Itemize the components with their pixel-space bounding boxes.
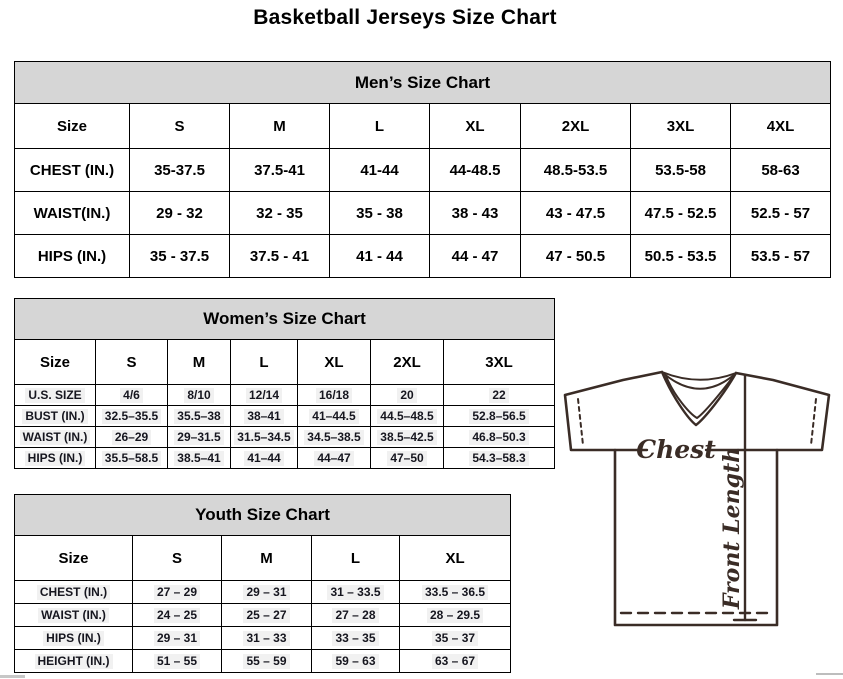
womens-hips-label: HIPS (IN.) [15,448,96,469]
bottom-left-gray-fragment [0,675,25,678]
mens-hips-value: 50.5 - 53.5 [631,235,731,278]
womens-hips-value: 54.3–58.3 [444,448,555,469]
table-row [15,427,555,448]
womens-bust-value: 35.5–38 [168,406,231,427]
youth-waist-value: 24 – 25 [133,604,222,627]
mens-hips-value: 53.5 - 57 [731,235,831,278]
womens-col-xl: XL [298,340,371,385]
chest-label: Chest [636,435,716,464]
youth-waist-label: WAIST (IN.) [15,604,133,627]
mens-chest-value: 35-37.5 [130,149,230,192]
jersey-outline [565,372,829,625]
womens-hips-value: 35.5–58.5 [96,448,168,469]
mens-chest-value: 37.5-41 [230,149,330,192]
youth-height-value: 55 – 59 [222,650,312,673]
mens-col-4xl: 4XL [731,104,831,149]
womens-col-l: L [231,340,298,385]
womens-col-2xl: 2XL [371,340,444,385]
youth-size-table [14,494,511,673]
mens-col-2xl: 2XL [521,104,631,149]
womens-bust-value: 32.5–35.5 [96,406,168,427]
mens-waist-value: 47.5 - 52.5 [631,192,731,235]
youth-col-l: L [312,536,400,581]
womens-col-s: S [96,340,168,385]
womens-bust-value: 41–44.5 [298,406,371,427]
youth-col-m: M [222,536,312,581]
youth-hips-label: HIPS (IN.) [15,627,133,650]
mens-col-l: L [330,104,430,149]
youth-height-value: 63 – 67 [400,650,511,673]
mens-chest-value: 53.5-58 [631,149,731,192]
womens-ussize-value: 12/14 [231,385,298,406]
right-cuff-dashed-line [811,399,816,445]
womens-waist-value: 26–29 [96,427,168,448]
womens-bust-value: 44.5–48.5 [371,406,444,427]
womens-size-header: Size [15,340,96,385]
mens-waist-value: 38 - 43 [430,192,521,235]
mens-waist-value: 43 - 47.5 [521,192,631,235]
womens-table-title: Women’s Size Chart [15,299,555,340]
mens-chest-value: 48.5-53.5 [521,149,631,192]
youth-size-header: Size [15,536,133,581]
mens-size-table [14,61,831,278]
table-row [15,604,511,627]
table-row [15,149,831,192]
left-cuff-dashed-line [578,399,583,445]
mens-hips-value: 41 - 44 [330,235,430,278]
womens-hips-value: 38.5–41 [168,448,231,469]
womens-ussize-value: 8/10 [168,385,231,406]
jersey-diagram-svg [555,362,843,662]
youth-hips-value: 35 – 37 [400,627,511,650]
womens-col-3xl: 3XL [444,340,555,385]
youth-chest-value: 33.5 – 36.5 [400,581,511,604]
womens-bust-label: BUST (IN.) [15,406,96,427]
youth-height-value: 59 – 63 [312,650,400,673]
womens-ussize-value: 16/18 [298,385,371,406]
table-row [15,627,511,650]
mens-col-xl: XL [430,104,521,149]
youth-hips-value: 31 – 33 [222,627,312,650]
youth-waist-value: 28 – 29.5 [400,604,511,627]
table-row [15,385,555,406]
mens-chest-value: 44-48.5 [430,149,521,192]
womens-waist-value: 34.5–38.5 [298,427,371,448]
youth-chest-value: 27 – 29 [133,581,222,604]
mens-col-3xl: 3XL [631,104,731,149]
youth-hips-value: 29 – 31 [133,627,222,650]
table-row [15,235,831,278]
mens-hips-label: HIPS (IN.) [15,235,130,278]
mens-chest-value: 58-63 [731,149,831,192]
youth-height-label: HEIGHT (IN.) [15,650,133,673]
womens-waist-value: 31.5–34.5 [231,427,298,448]
mens-col-s: S [130,104,230,149]
womens-col-m: M [168,340,231,385]
womens-hips-value: 44–47 [298,448,371,469]
womens-waist-value: 29–31.5 [168,427,231,448]
table-row [15,581,511,604]
table-row [15,406,555,427]
mens-chest-value: 41-44 [330,149,430,192]
table-row [15,448,555,469]
womens-bust-value: 38–41 [231,406,298,427]
youth-chest-value: 29 – 31 [222,581,312,604]
womens-hips-value: 41–44 [231,448,298,469]
youth-chest-value: 31 – 33.5 [312,581,400,604]
page-title: Basketball Jerseys Size Chart [253,6,557,29]
mens-hips-value: 35 - 37.5 [130,235,230,278]
table-row [15,192,831,235]
youth-waist-value: 25 – 27 [222,604,312,627]
mens-waist-value: 35 - 38 [330,192,430,235]
womens-hips-value: 47–50 [371,448,444,469]
mens-waist-value: 52.5 - 57 [731,192,831,235]
jersey-measurement-diagram [555,362,843,662]
youth-table-title: Youth Size Chart [15,495,511,536]
youth-height-value: 51 – 55 [133,650,222,673]
table-row [15,650,511,673]
mens-hips-value: 37.5 - 41 [230,235,330,278]
womens-ussize-value: 4/6 [96,385,168,406]
bottom-right-gray-fragment [816,673,843,675]
mens-hips-value: 47 - 50.5 [521,235,631,278]
mens-waist-value: 32 - 35 [230,192,330,235]
front-length-label: Front Length [719,446,745,610]
womens-bust-value: 52.8–56.5 [444,406,555,427]
mens-col-m: M [230,104,330,149]
mens-hips-value: 44 - 47 [430,235,521,278]
mens-chest-label: CHEST (IN.) [15,149,130,192]
collar-back-arc [662,372,736,380]
womens-ussize-label: U.S. SIZE [15,385,96,406]
womens-ussize-value: 20 [371,385,444,406]
youth-waist-value: 27 – 28 [312,604,400,627]
womens-waist-value: 38.5–42.5 [371,427,444,448]
womens-waist-label: WAIST (IN.) [15,427,96,448]
youth-chest-label: CHEST (IN.) [15,581,133,604]
womens-ussize-value: 22 [444,385,555,406]
youth-hips-value: 33 – 35 [312,627,400,650]
womens-waist-value: 46.8–50.3 [444,427,555,448]
mens-table-title: Men’s Size Chart [15,62,831,104]
mens-size-header: Size [15,104,130,149]
womens-size-table [14,298,555,469]
youth-col-xl: XL [400,536,511,581]
mens-waist-label: WAIST(IN.) [15,192,130,235]
mens-waist-value: 29 - 32 [130,192,230,235]
youth-col-s: S [133,536,222,581]
